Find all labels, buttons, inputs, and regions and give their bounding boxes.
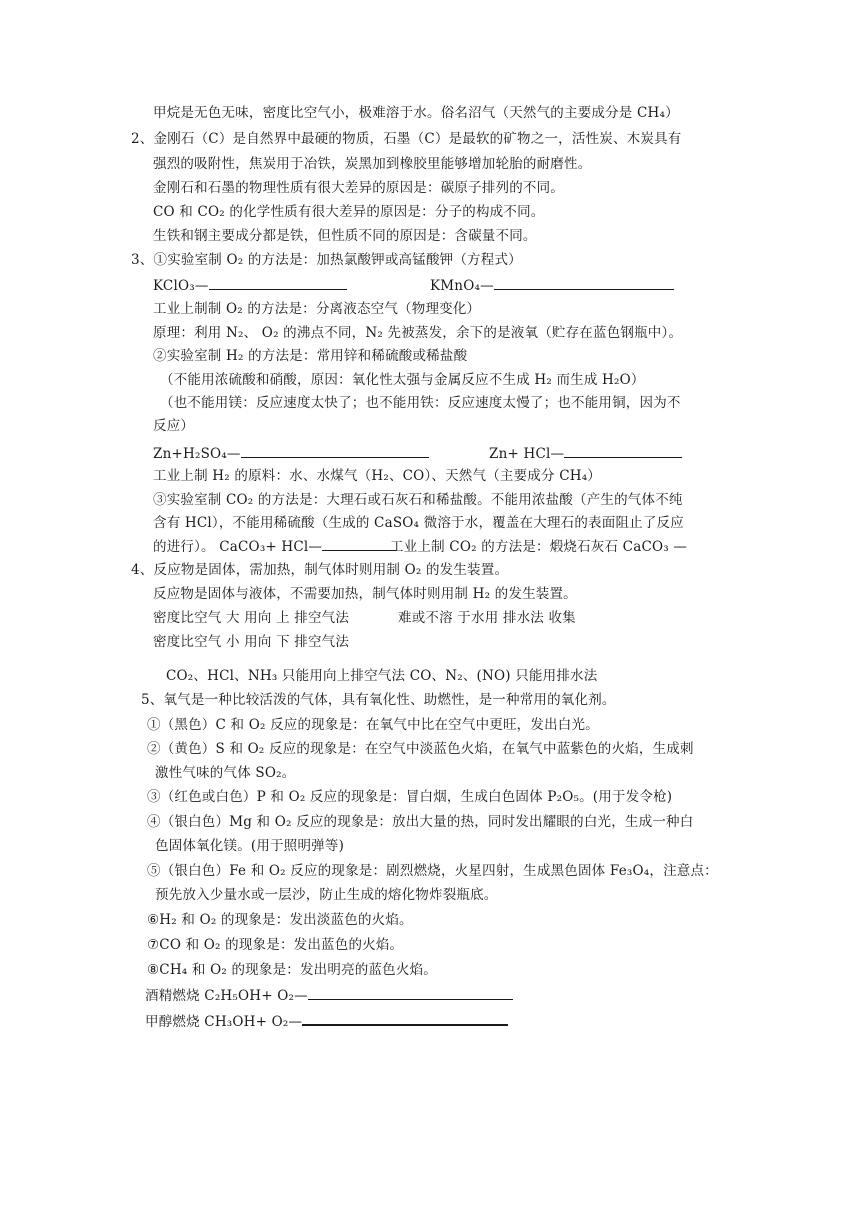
text-line-phosphorus-oxygen: ③（红色或白色）P 和 O₂ 反应的现象是：冒白烟，生成白色固体 P₂O₅。(用于发令枪): [147, 789, 673, 805]
text-line-mgo: 色固体氧化镁。(用于照明弹等): [155, 838, 345, 854]
answer-blank: [241, 445, 429, 458]
text-line-solid-liquid: 反应物是固体与液体，不需要加热，制气体时则用制 H₂ 的发生装置。: [153, 586, 577, 602]
equation-caco3-hcl: [153, 538, 396, 556]
answer-blank: [308, 987, 513, 1000]
equation-kclo3-text: KClO₃—: [153, 278, 209, 294]
equation-zn-hcl-text: Zn+ HCl—: [489, 446, 565, 462]
equation-ethanol-text: 酒精燃烧 C₂H₅OH+ O₂—: [145, 988, 308, 1004]
text-line-iron-oxygen: ⑤（银白色）Fe 和 O₂ 反应的现象是：剧烈燃烧，火星四射，生成黑色固体 Fe₃O₄，注意点：: [147, 863, 718, 879]
text-line-co-co2: CO 和 CO₂ 的化学性质有很大差异的原因是：分子的构成不同。: [153, 204, 545, 220]
text-line-item-2: 2、金刚石（C）是自然界中最硬的物质，石墨（C）是最软的矿物之一，活性炭、木炭具有: [131, 131, 682, 147]
answer-blank: [209, 277, 347, 290]
equation-kmno4-text: KMnO₄—: [430, 278, 494, 294]
text-line-carbon-oxygen: ①（黑色）C 和 O₂ 反应的现象是：在氧气中比在空气中更旺，发出白光。: [147, 717, 599, 733]
text-line-adsorption: 强烈的吸附性，焦炭用于冶铁，炭黑加到橡胶里能够增加轮胎的耐磨性。: [153, 156, 592, 172]
text-line-item-3: 3、①实验室制 O₂ 的方法是：加热氯酸钾或高锰酸钾（方程式）: [131, 252, 522, 268]
equation-kclo3: [153, 277, 347, 295]
text-line-hcl-caso4: 含有 HCl），不能用稀硫酸（生成的 CaSO₄ 微溶于水，覆盖在大理石的表面阻止了反应: [153, 515, 684, 531]
text-line-collection-methods: CO₂、HCl、NH₃ 只能用向上排空气法 CO、N₂、(NO) 只能用排水法: [166, 668, 598, 684]
answer-blank: [322, 538, 396, 551]
text-line-lab-h2: ②实验室制 H₂ 的方法是：常用锌和稀硫酸或稀盐酸: [153, 348, 468, 364]
equation-caco3-hcl-text: 的进行）。 CaCO₃+ HCl—: [153, 539, 323, 555]
text-line-industrial-co2: 工业上制 CO₂ 的方法是：煅烧石灰石 CaCO₃ —: [390, 539, 688, 555]
equation-zn-hcl: [489, 445, 682, 463]
text-line-magnesium-oxygen: ④（银白色）Mg 和 O₂ 反应的现象是：放出大量的热，同时发出耀眼的白光，生成一种白: [147, 814, 694, 830]
answer-blank: [302, 1012, 508, 1026]
text-line-no-conc-acid: （不能用浓硫酸和硝酸，原因：氧化性太强与金属反应不生成 H₂ 而生成 H₂O）: [160, 372, 645, 388]
text-line-ch4-o2: ⑧CH₄ 和 O₂ 的现象是：发出明亮的蓝色火焰。: [147, 962, 437, 978]
equation-ethanol: [145, 987, 513, 1005]
text-line-iron-steel: 生铁和钢主要成分都是铁，但性质不同的原因是：含碳量不同。: [153, 228, 537, 244]
equation-methanol-text: 甲醇燃烧 CH₃OH+ O₂—: [145, 1014, 303, 1030]
text-line-co-o2: ⑦CO 和 O₂ 的现象是：发出蓝色的火焰。: [147, 937, 404, 953]
equation-zn-h2so4: [153, 445, 429, 463]
text-line-h2-o2: ⑥H₂ 和 O₂ 的现象是：发出淡蓝色的火焰。: [147, 912, 413, 928]
text-line-industrial-h2: 工业上制 H₂ 的原料：水、水煤气（H₂、CO）、天然气（主要成分 CH₄）: [153, 468, 602, 484]
text-line-methane: 甲烷是无色无味，密度比空气小，极难溶于水。俗名沼气（天然气的主要成分是 CH₄）: [153, 105, 679, 121]
text-line-precaution: 预先放入少量水或一层沙，防止生成的熔化物炸裂瓶底。: [155, 887, 498, 903]
equation-zn-h2so4-text: Zn+H₂SO₄—: [153, 446, 241, 462]
text-line-reaction: 反应）: [153, 418, 195, 434]
text-line-item-5: 5、氧气是一种比较活泼的气体，具有氧化性、助燃性，是一种常用的氧化剂。: [141, 692, 616, 708]
text-line-lab-co2: ③实验室制 CO₂ 的方法是：大理石或石灰石和稀盐酸。不能用浓盐酸（产生的气体不纯: [153, 492, 683, 508]
equation-methanol: [145, 1012, 508, 1031]
answer-blank: [564, 445, 682, 458]
text-line-principle: 原理：利用 N₂、 O₂ 的沸点不同，N₂ 先被蒸发，余下的是液氧（贮存在蓝色钢瓶中）。: [153, 325, 683, 341]
text-line-density-large: 密度比空气 大 用向 上 排空气法: [153, 610, 350, 626]
text-line-diamond-graphite: 金刚石和石墨的物理性质有很大差异的原因是：碳原子排列的不同。: [153, 180, 564, 196]
text-line-density-small: 密度比空气 小 用向 下 排空气法: [153, 634, 350, 650]
text-line-insoluble: 难或不溶 于水用 排水法 收集: [398, 610, 576, 626]
text-line-so2: 激性气味的气体 SO₂。: [155, 765, 296, 781]
text-line-industrial-o2: 工业上制制 O₂ 的方法是：分离液态空气（物理变化）: [153, 301, 481, 317]
text-line-item-4: 4、反应物是固体，需加热，制气体时则用制 O₂ 的发生装置。: [131, 562, 509, 578]
equation-kmno4: [430, 277, 674, 295]
answer-blank: [494, 277, 674, 290]
text-line-no-mg-fe-cu: （也不能用镁：反应速度太快了；也不能用铁：反应速度太慢了；也不能用铜，因为不: [160, 395, 681, 411]
text-line-sulfur-oxygen: ②（黄色）S 和 O₂ 反应的现象是：在空气中淡蓝色火焰，在氧气中蓝紫色的火焰，生成刺: [147, 741, 694, 757]
